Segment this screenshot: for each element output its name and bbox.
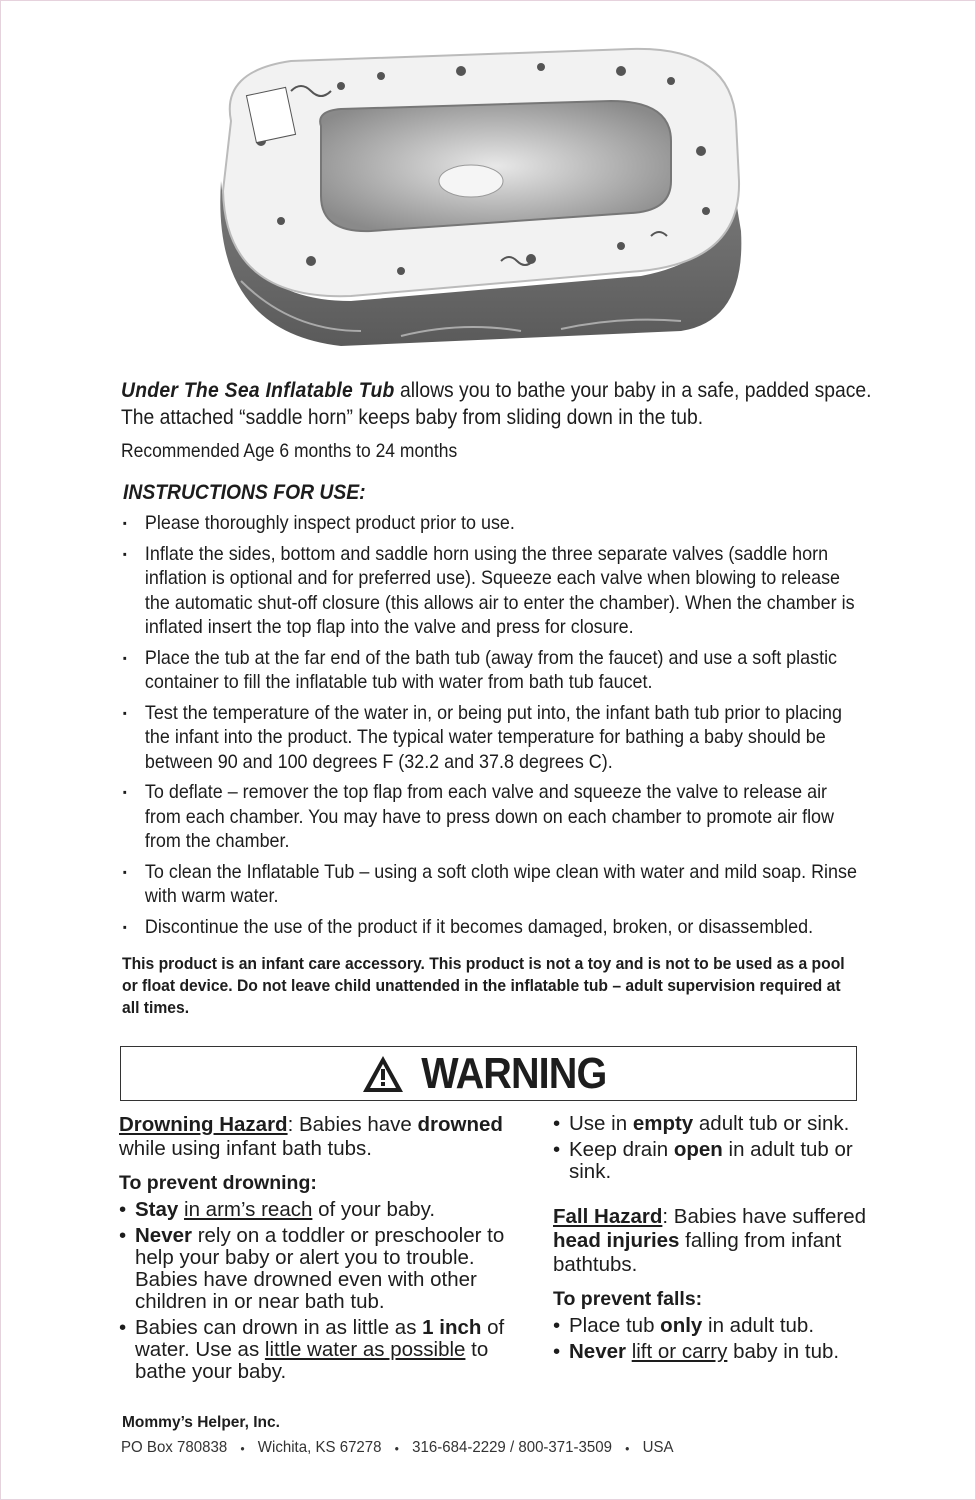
b1-rest: of your baby. [312,1198,436,1221]
list-item [119,1225,539,1313]
instructions-heading: INSTRUCTIONS FOR USE: [123,481,366,504]
safety-notice: This product is an infant care accessory. This product is not a toy and is not to be used as a pool or float device. Do not leave child unattended in the inflatable tub – adult supervision required at all times. [122,955,845,1017]
right-hazard-column [553,1113,883,1375]
instruction-item: ▪ Inflate the sides, bottom and saddle horn using the three separate valves (saddle horn inflation is optional and for preferred use). Squeeze each valve when blowing to release the automatic shut-off closure (this allows air to enter the chamber). When the chamber is inflated insert the top flap into the valve and press for closure. [121,542,857,640]
warning-triangle-icon [361,1054,405,1094]
instruction-item: ▪ Discontinue the use of the product if it becomes damaged, broken, or disassembled. [121,915,857,940]
f1-b: in adult tub. [702,1314,815,1337]
fall-hazard-title: Fall Hazard [553,1205,663,1228]
r1-b: adult tub or sink. [693,1112,850,1135]
f1-bold: only [660,1314,703,1337]
r2-a: Keep drain [569,1138,674,1161]
drowning-text-3: while using infant bath tubs. [119,1137,372,1160]
drowning-text-2: drowned [417,1113,503,1136]
po-box: PO Box 780838 [121,1439,228,1456]
list-item [553,1341,883,1363]
fall-hazard-text [553,1205,883,1277]
drowning-hazard-text [119,1113,539,1161]
drowning-text-1: : Babies have [287,1113,418,1136]
instruction-item: ▪ Please thoroughly inspect product prior to use. [121,511,857,536]
b3-bold: 1 inch [422,1316,482,1339]
b1-underline: in arm’s reach [184,1198,313,1221]
prevent-drowning-heading: To prevent drowning: [119,1172,317,1194]
country: USA [642,1439,674,1456]
instruction-item: ▪ To deflate – remover the top flap from each valve and squeeze the valve to release air from each chamber. You may have to press down on each chamber to promote air flow from the chamber. [121,780,857,854]
separator: • [394,1441,399,1456]
list-item [119,1199,539,1221]
list-item [119,1317,539,1383]
company-address [121,1439,674,1459]
drowning-hazard-title: Drowning Hazard [119,1113,288,1136]
b3-b: of water. Use as [135,1316,505,1361]
b3-underline: little water as possible [264,1338,466,1361]
f2-bold: Never [569,1340,626,1363]
fall-text-3: falling from infant bathtubs. [553,1229,842,1276]
product-name: Under The Sea Inflatable Tub [121,379,395,402]
recommended-age: Recommended Age 6 months to 24 months [121,441,458,462]
b2-rest: rely on a toddler or preschooler to help your baby or alert you to trouble. Babies have drowned even with other children in or near bath tub. [135,1224,505,1313]
prevent-falls-heading: To prevent falls: [553,1288,703,1310]
b3-c: to bathe your baby. [135,1338,489,1383]
f1-a: Place tub [569,1314,661,1337]
instructions-list [121,511,857,945]
prevent-drowning-list [119,1199,539,1383]
company-name: Mommy’s Helper, Inc. [122,1414,280,1431]
b3-a: Babies can drown in as little as [135,1316,423,1339]
f2-underline: lift or carry [631,1340,728,1363]
list-item [553,1139,883,1183]
warning-banner [120,1046,857,1101]
f2-rest: baby in tub. [727,1340,840,1363]
fall-text-1: : Babies have suffered [662,1205,866,1228]
intro-paragraph [121,377,875,431]
b2-bold: Never [135,1224,192,1247]
tub-usage-list [553,1113,883,1183]
phone: 316-684-2229 / 800-371-3509 [412,1439,613,1456]
drowning-hazard-section [119,1113,539,1395]
r2-bold: open [673,1138,723,1161]
prevent-falls-list [553,1315,883,1363]
city: Wichita, KS 67278 [257,1439,382,1456]
fall-text-2: head injuries [553,1229,680,1252]
intro-description: allows you to bathe your baby in a safe, padded space. The attached “saddle horn” keeps baby from sliding down in the tub. [121,379,872,429]
list-item [553,1113,883,1135]
separator: • [625,1441,630,1456]
separator: • [240,1441,245,1456]
warning-label: WARNING [420,1048,607,1098]
list-item [553,1315,883,1337]
r1-a: Use in [569,1112,633,1135]
instruction-item: ▪ Test the temperature of the water in, or being put into, the infant bath tub prior to placing the infant into the product. The typical water temperature for bathing a baby should be between 90 and 100 degrees F (32.2 and 37.8 degrees C). [121,701,857,775]
inflatable-tub-image [201,31,761,371]
instruction-item: ▪ To clean the Inflatable Tub – using a soft cloth wipe clean with water and mild soap. Rinse with warm water. [121,860,857,909]
instruction-item: ▪ Place the tub at the far end of the bath tub (away from the faucet) and use a soft plastic container to fill the inflatable tub with water from bath tub faucet. [121,646,857,695]
r2-b: in adult tub or sink. [569,1138,853,1183]
b1-bold: Stay [135,1198,179,1221]
r1-bold: empty [632,1112,694,1135]
